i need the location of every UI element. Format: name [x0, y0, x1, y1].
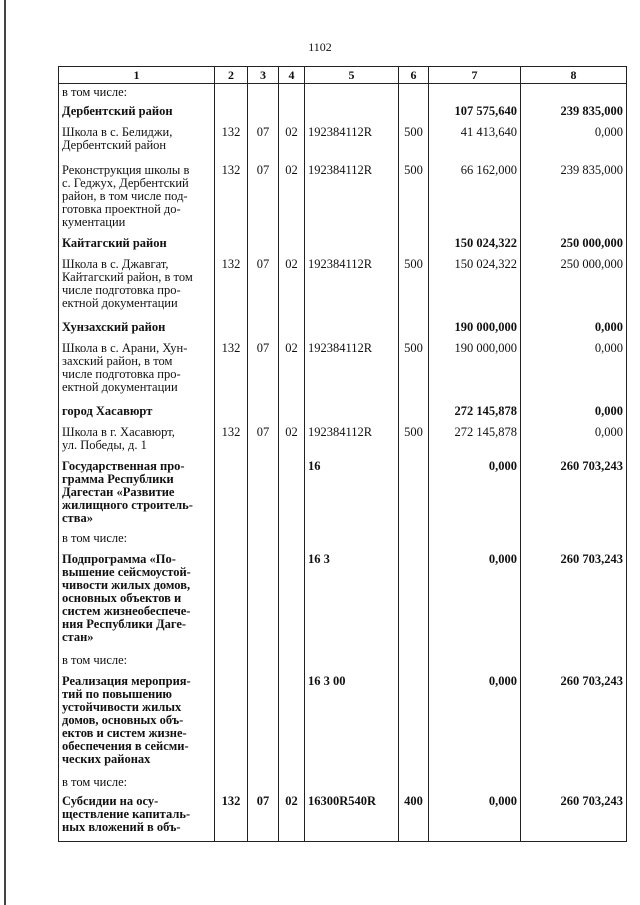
header-col-3: 3: [248, 67, 279, 84]
code-expense-type: [399, 458, 429, 530]
code-subsection: [279, 673, 305, 774]
amount-col-8: 239 835,000: [521, 103, 627, 124]
code-ministry: [215, 84, 248, 103]
code-ministry: [215, 774, 248, 793]
amount-col-8: [521, 774, 627, 793]
code-target: [305, 235, 399, 256]
table-row: [59, 84, 627, 103]
table-row: [59, 403, 627, 424]
code-ministry: [215, 458, 248, 530]
code-subsection: [279, 319, 305, 340]
item-name: Кайтагский район: [59, 235, 215, 256]
header-col-5: 5: [305, 67, 399, 84]
table-row: [59, 793, 627, 842]
amount-col-7: 190 000,000: [429, 340, 521, 403]
table-row: [59, 673, 627, 774]
amount-col-8: 260 703,243: [521, 551, 627, 652]
header-row: [59, 67, 627, 84]
amount-col-7: 150 024,322: [429, 256, 521, 319]
amount-col-7: [429, 84, 521, 103]
table-row: [59, 162, 627, 235]
code-section: [248, 235, 279, 256]
amount-col-8: 250 000,000: [521, 235, 627, 256]
code-target: 192384112R: [305, 424, 399, 458]
code-section: [248, 774, 279, 793]
code-target: [305, 530, 399, 551]
code-subsection: [279, 84, 305, 103]
table-row: [59, 319, 627, 340]
code-expense-type: 400: [399, 793, 429, 842]
amount-col-8: [521, 84, 627, 103]
code-expense-type: 500: [399, 424, 429, 458]
code-expense-type: 500: [399, 340, 429, 403]
code-ministry: [215, 673, 248, 774]
code-subsection: [279, 551, 305, 652]
code-expense-type: [399, 774, 429, 793]
table-row: [59, 551, 627, 652]
code-subsection: [279, 774, 305, 793]
amount-col-7: 0,000: [429, 551, 521, 652]
code-ministry: [215, 551, 248, 652]
amount-col-8: 0,000: [521, 340, 627, 403]
amount-col-8: 0,000: [521, 319, 627, 340]
header-col-7: 7: [429, 67, 521, 84]
code-ministry: [215, 652, 248, 673]
amount-col-8: 260 703,243: [521, 793, 627, 842]
item-name: в том числе:: [59, 774, 215, 793]
code-expense-type: 500: [399, 162, 429, 235]
amount-col-7: 190 000,000: [429, 319, 521, 340]
code-section: [248, 458, 279, 530]
table-row: [59, 774, 627, 793]
item-name: город Хасавюрт: [59, 403, 215, 424]
code-target: [305, 84, 399, 103]
table-row: [59, 652, 627, 673]
code-expense-type: 500: [399, 256, 429, 319]
item-name: Подпрограмма «По- вышение сейсмоустой- чивости жилых домов, основных объектов и систем жизнеобеспече- ния Республики Даге- стан»: [59, 551, 215, 652]
amount-col-7: 272 145,878: [429, 403, 521, 424]
code-section: 07: [248, 340, 279, 403]
table-row: [59, 530, 627, 551]
amount-col-7: 66 162,000: [429, 162, 521, 235]
header-col-8: 8: [521, 67, 627, 84]
header-col-1: 1: [59, 67, 215, 84]
code-ministry: 132: [215, 424, 248, 458]
item-name: Хунзахский район: [59, 319, 215, 340]
code-expense-type: [399, 403, 429, 424]
code-expense-type: [399, 551, 429, 652]
item-name: Школа в с. Арани, Хун- захский район, в том числе подготовка про- ектной документации: [59, 340, 215, 403]
code-ministry: [215, 235, 248, 256]
amount-col-7: [429, 530, 521, 551]
item-name: Школа в с. Джавгат, Кайтагский район, в том числе подготовка про- ектной документации: [59, 256, 215, 319]
item-name: в том числе:: [59, 530, 215, 551]
code-subsection: 02: [279, 793, 305, 842]
item-name: в том числе:: [59, 652, 215, 673]
code-subsection: 02: [279, 162, 305, 235]
code-subsection: [279, 403, 305, 424]
header-col-6: 6: [399, 67, 429, 84]
amount-col-8: 0,000: [521, 403, 627, 424]
code-target: [305, 774, 399, 793]
code-section: 07: [248, 256, 279, 319]
code-expense-type: 500: [399, 124, 429, 162]
code-target: [305, 652, 399, 673]
code-target: [305, 319, 399, 340]
code-target: 16300R540R: [305, 793, 399, 842]
page-number: 1102: [308, 40, 332, 54]
code-target: 192384112R: [305, 124, 399, 162]
table-row: [59, 424, 627, 458]
amount-col-8: 0,000: [521, 424, 627, 458]
code-ministry: 132: [215, 124, 248, 162]
code-subsection: [279, 530, 305, 551]
code-ministry: 132: [215, 793, 248, 842]
amount-col-7: 272 145,878: [429, 424, 521, 458]
amount-col-8: 250 000,000: [521, 256, 627, 319]
code-subsection: [279, 458, 305, 530]
amount-col-7: 41 413,640: [429, 124, 521, 162]
header-col-2: 2: [215, 67, 248, 84]
code-target: 16 3: [305, 551, 399, 652]
table-row: [59, 235, 627, 256]
code-target: 16 3 00: [305, 673, 399, 774]
code-target: 192384112R: [305, 162, 399, 235]
item-name: Школа в с. Белиджи, Дербентский район: [59, 124, 215, 162]
code-subsection: 02: [279, 124, 305, 162]
code-expense-type: [399, 84, 429, 103]
code-ministry: [215, 403, 248, 424]
code-section: [248, 403, 279, 424]
amount-col-7: [429, 774, 521, 793]
amount-col-8: 239 835,000: [521, 162, 627, 235]
code-subsection: [279, 103, 305, 124]
table-row: [59, 256, 627, 319]
amount-col-7: 107 575,640: [429, 103, 521, 124]
code-section: 07: [248, 124, 279, 162]
code-target: [305, 103, 399, 124]
code-expense-type: [399, 235, 429, 256]
code-ministry: 132: [215, 340, 248, 403]
code-section: 07: [248, 162, 279, 235]
table-row: [59, 458, 627, 530]
code-target: 192384112R: [305, 256, 399, 319]
code-section: [248, 319, 279, 340]
code-expense-type: [399, 319, 429, 340]
code-section: [248, 530, 279, 551]
code-subsection: 02: [279, 340, 305, 403]
code-subsection: 02: [279, 256, 305, 319]
code-section: [248, 652, 279, 673]
amount-col-8: 260 703,243: [521, 673, 627, 774]
amount-col-8: 260 703,243: [521, 458, 627, 530]
code-target: 192384112R: [305, 340, 399, 403]
amount-col-7: 150 024,322: [429, 235, 521, 256]
code-ministry: 132: [215, 256, 248, 319]
code-subsection: [279, 652, 305, 673]
code-ministry: [215, 530, 248, 551]
code-subsection: 02: [279, 424, 305, 458]
item-name: Реконструкция школы в с. Геджух, Дербентский район, в том числе под- готовка проектной до- кументации: [59, 162, 215, 235]
code-section: 07: [248, 793, 279, 842]
code-expense-type: [399, 673, 429, 774]
amount-col-7: [429, 652, 521, 673]
item-name: Школа в г. Хасавюрт, ул. Победы, д. 1: [59, 424, 215, 458]
amount-col-8: [521, 530, 627, 551]
item-name: в том числе:: [59, 84, 215, 103]
code-expense-type: [399, 530, 429, 551]
code-ministry: [215, 103, 248, 124]
amount-col-8: [521, 652, 627, 673]
code-target: 16: [305, 458, 399, 530]
code-section: 07: [248, 424, 279, 458]
item-name: Реализация мероприя- тий по повышению устойчивости жилых домов, основных объ- ектов и систем жизне- обеспечения в сейсми- ческих районах: [59, 673, 215, 774]
code-ministry: 132: [215, 162, 248, 235]
code-subsection: [279, 235, 305, 256]
table-row: [59, 103, 627, 124]
amount-col-7: 0,000: [429, 793, 521, 842]
code-section: [248, 551, 279, 652]
code-section: [248, 103, 279, 124]
item-name: Дербентский район: [59, 103, 215, 124]
code-target: [305, 403, 399, 424]
code-section: [248, 673, 279, 774]
budget-table: [58, 66, 627, 842]
table-row: [59, 124, 627, 162]
amount-col-7: 0,000: [429, 458, 521, 530]
amount-col-8: 0,000: [521, 124, 627, 162]
page-edge: [4, 0, 6, 905]
item-name: Субсидии на осу- ществление капиталь- ных вложений в объ-: [59, 793, 215, 842]
item-name: Государственная про- грамма Республики Дагестан «Развитие жилищного строитель- ства»: [59, 458, 215, 530]
amount-col-7: 0,000: [429, 673, 521, 774]
code-expense-type: [399, 652, 429, 673]
header-col-4: 4: [279, 67, 305, 84]
code-section: [248, 84, 279, 103]
table-row: [59, 340, 627, 403]
code-expense-type: [399, 103, 429, 124]
code-ministry: [215, 319, 248, 340]
